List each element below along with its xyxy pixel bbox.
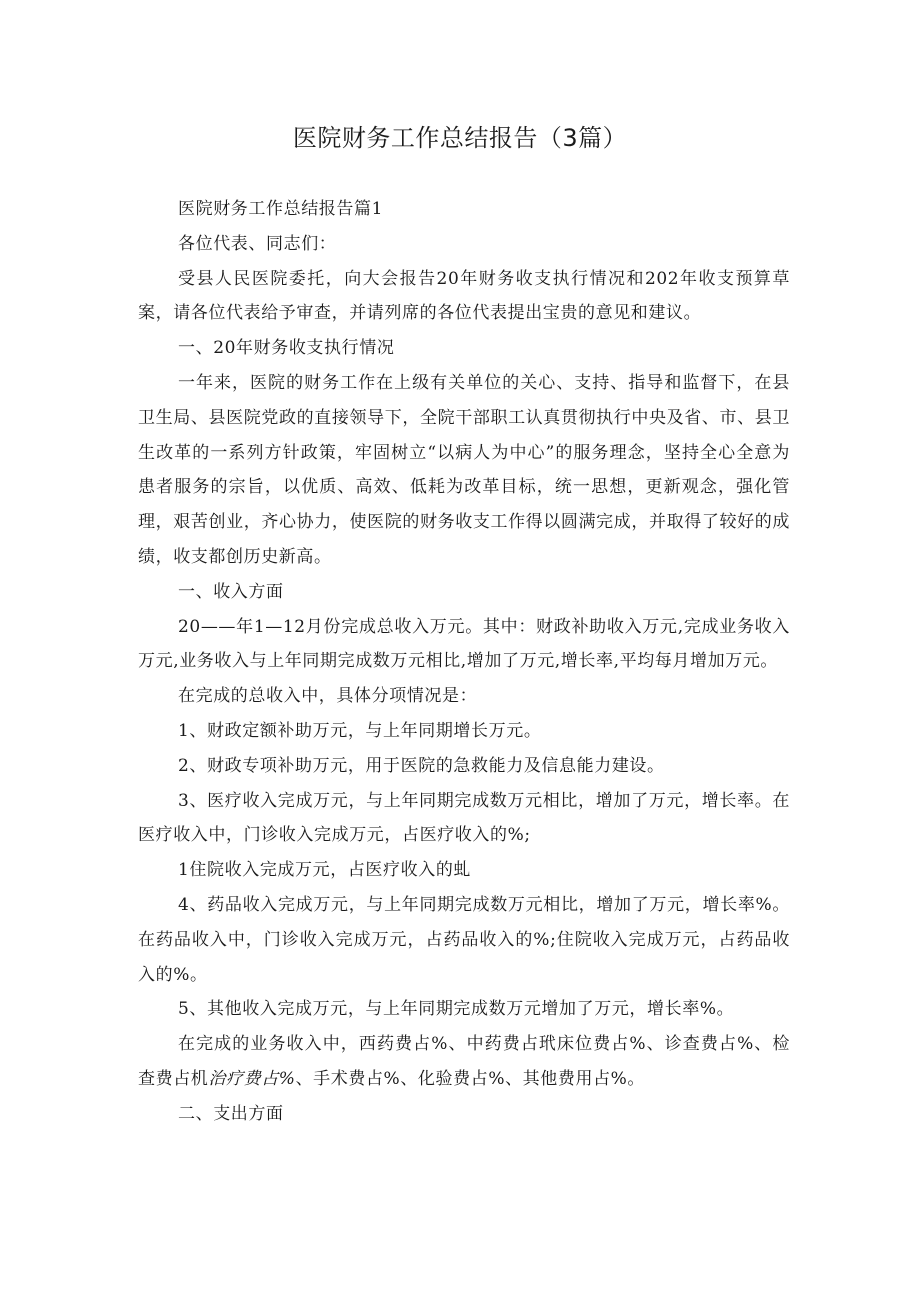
document-body — [138, 192, 790, 1132]
section-heading: 一、收入方面 — [178, 581, 284, 602]
paragraph-breakdown-intro: 在完成的总收入中，具体分项情况是： — [178, 686, 478, 707]
fee-text-start: 在完成的业务收入中，西药费占%、中药费占玳床位费占%、诊查费占%、检查费占机 — [138, 1034, 790, 1089]
section-heading: 二、支出方面 — [178, 1103, 284, 1124]
document-title: 医院财务工作总结报告（3篇） — [292, 124, 628, 152]
paragraph-income-total: 20——年1—12月份完成总收入万元。其中：财政补助收入万元,完成业务收入万元,业务收入与上年同期完成数万元相比,增加了万元,增长率,平均每月增加万元。 — [138, 616, 790, 672]
list-item: 3、医疗收入完成万元，与上年同期完成数万元相比，增加了万元，增长率。在医疗收入中，门诊收入完成万元，占医疗收入的%; — [138, 790, 790, 846]
fee-text-end: 、手术费占%、化验费占%、其他费用占%。 — [295, 1068, 646, 1089]
section-heading: 医院财务工作总结报告篇1 — [178, 199, 384, 219]
list-item: 1、财政定额补助万元，与上年同期增长万元。 — [178, 720, 542, 741]
paragraph-overview: 一年来，医院的财务工作在上级有关单位的关心、支持、指导和监督下，在县卫生局、县医院党政的直接领导下，全院干部职工认真贯彻执行中央及省、市、县卫生改革的一系列方针政策，牢固树立“以病人为中心”的服务理念，坚持全心全意为患者服务的宗旨，以优质、高效、低耗为改革目标，统一思想，更新观念，强化管理，艰苦创业，齐心协力，使医院的财务收支工作得以圆满完成，并取得了较好的成绩，收支都创历史新高。 — [138, 372, 790, 567]
list-item: 4、药品收入完成万元，与上年同期完成数万元相比，增加了万元，增长率%。在药品收入中，门诊收入完成万元，占药品收入的%;住院收入完成万元，占药品收入的%。 — [138, 894, 790, 985]
salutation: 各位代表、同志们： — [178, 233, 337, 254]
list-item: 2、财政专项补助万元，用于医院的急救能力及信息能力建设。 — [178, 755, 665, 776]
paragraph-intro: 受县人民医院委托，向大会报告20年财务收支执行情况和202年收支预算草案，请各位代表给予审查，并请列席的各位代表提出宝贵的意见和建议。 — [138, 268, 790, 324]
section-heading: 一、20年财务收支执行情况 — [178, 338, 395, 359]
list-item: 5、其他收入完成万元，与上年同期完成数万元增加了万元，增长率%。 — [178, 999, 735, 1020]
list-item: 1住院收入完成万元，占医疗收入的虬 — [178, 860, 472, 881]
paragraph-fee-breakdown — [138, 1027, 790, 1097]
fee-text-italic: 治疗费占% — [208, 1068, 296, 1089]
